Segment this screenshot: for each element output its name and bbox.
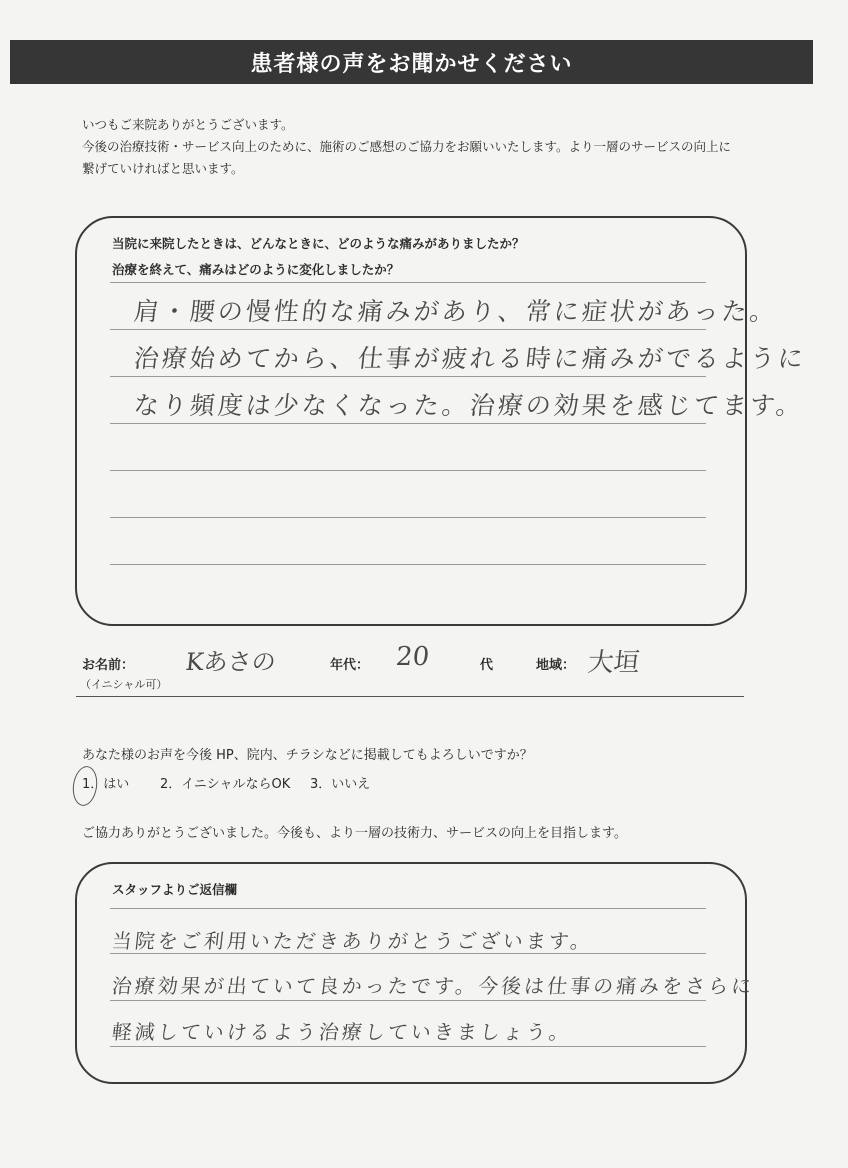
answer-rule	[110, 329, 706, 330]
answer-rule	[110, 517, 706, 518]
intro-line: いつもご来院ありがとうございます。	[82, 117, 294, 132]
handwritten-answer-line: 肩・腰の慢性的な痛みがあり、常に症状があった。	[132, 297, 780, 326]
age-label: 年代：	[330, 658, 370, 673]
answer-rule	[110, 423, 706, 424]
handwritten-reply-line: 当院をご利用いただきありがとうございます。	[110, 929, 595, 953]
answer-rule	[110, 470, 706, 471]
handwritten-reply-line: 治療効果が出ていて良かったです。今後は仕事の痛みをさらに	[110, 974, 756, 998]
page-header	[10, 40, 813, 84]
name-label: お名前：	[82, 658, 135, 673]
question-pain-change: 治療を終えて、痛みはどのように変化しましたか？	[112, 262, 400, 277]
handwritten-reply-line: 軽減していけるよう治療していきましょう。	[110, 1020, 574, 1044]
age-value: 20	[394, 642, 431, 672]
reply-rule	[110, 908, 706, 909]
area-value: 大垣	[586, 648, 642, 678]
thanks-text: ご協力ありがとうございました。今後も、より一層の技術力、サービスの向上を目指します。	[82, 826, 627, 841]
handwritten-answer-line: なり頻度は少なくなった。治療の効果を感じてます。	[132, 391, 806, 420]
page-title: 患者様の声をお聞かせください	[250, 51, 573, 77]
area-label: 地域：	[536, 658, 576, 673]
answer-rule	[110, 564, 706, 565]
consent-option-yes[interactable]: 1．はい	[82, 777, 130, 792]
consent-question: あなた様のお声を今後 HP、院内、チラシなどに掲載してもよろしいですか？	[82, 748, 533, 763]
divider	[76, 696, 744, 697]
answer-rule	[110, 282, 706, 283]
reply-rule	[110, 1046, 706, 1047]
staff-reply-title: スタッフよりご返信欄	[112, 882, 238, 897]
name-note: （イニシャル可）	[80, 678, 168, 691]
intro-line: 今後の治療技術・サービス向上のために、施術のご感想のご協力をお願いいたします。より一層のサービスの向上に	[82, 139, 732, 154]
consent-option-initials[interactable]: 2．イニシャルならOK	[160, 777, 291, 792]
intro-line: 繋げていければと思います。	[82, 161, 244, 176]
handwritten-answer-line: 治療始めてから、仕事が疲れる時に痛みがでるように	[132, 344, 808, 373]
question-visit-pain: 当院に来院したときは、どんなときに、どのような痛みがありましたか？	[112, 236, 525, 251]
name-value: Kあさの	[184, 648, 278, 676]
answer-rule	[110, 376, 706, 377]
consent-option-no[interactable]: 3．いいえ	[310, 777, 371, 792]
intro-text	[82, 114, 782, 180]
reply-rule	[110, 1000, 706, 1001]
age-suffix: 代	[480, 658, 494, 673]
